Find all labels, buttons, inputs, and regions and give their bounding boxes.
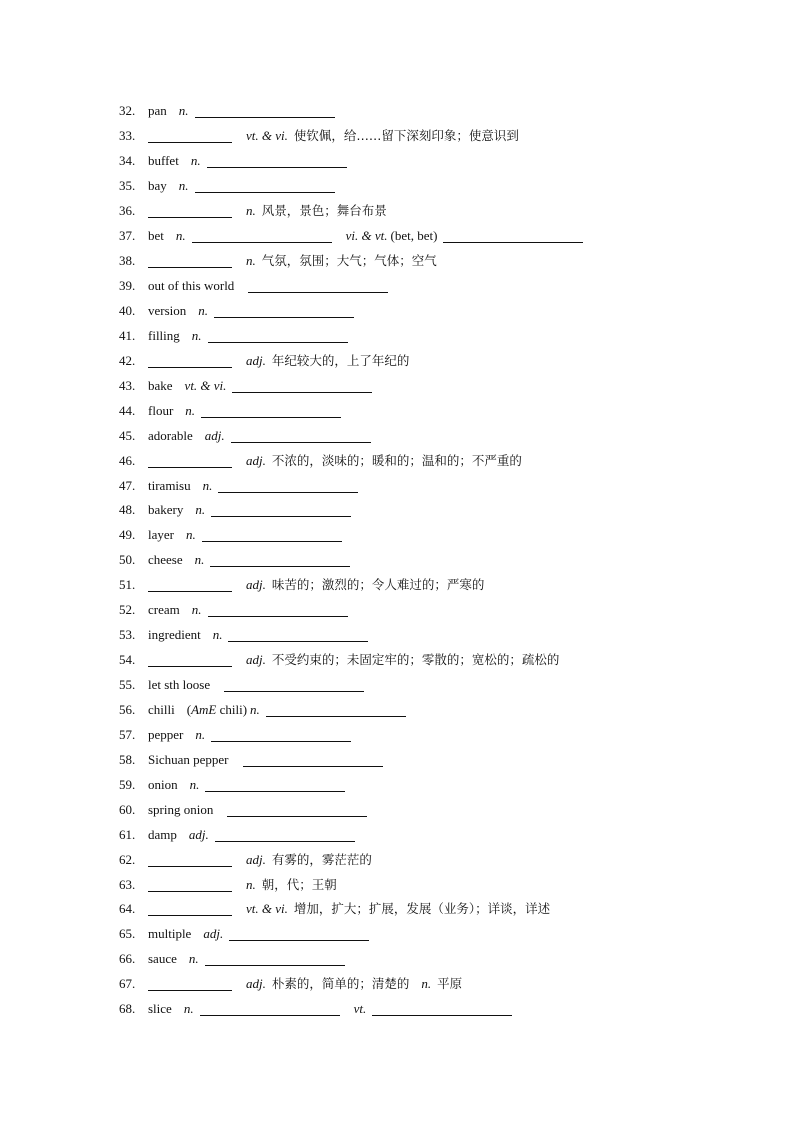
item-number: 59. [119, 776, 136, 792]
part-of-speech: adj. [246, 452, 266, 468]
part-of-speech-2: vi. & vt. [345, 228, 388, 244]
item-number: 55. [119, 677, 136, 693]
answer-blank[interactable] [208, 329, 348, 343]
part-of-speech: n. [185, 402, 196, 418]
english-term: bakery [148, 502, 184, 518]
english-term: damp [148, 826, 177, 842]
vocab-item [119, 797, 583, 822]
part-of-speech: n. [198, 302, 209, 318]
part-of-speech: n. [175, 228, 186, 244]
chinese-definition: 味苦的；激烈的；令人难过的；严寒的 [271, 577, 485, 593]
english-term: version [148, 302, 187, 318]
vocab-item [119, 523, 583, 548]
vocab-item [119, 598, 583, 623]
english-term: onion [148, 776, 178, 792]
vocab-item [119, 847, 583, 872]
part-of-speech: adj. [204, 427, 225, 443]
item-number: 37. [119, 228, 136, 244]
english-term: layer [148, 527, 174, 543]
vocab-item [119, 922, 583, 947]
item-number: 53. [119, 627, 136, 643]
answer-blank[interactable] [215, 828, 355, 842]
item-number: 44. [119, 402, 136, 418]
english-term: pan [148, 103, 167, 119]
vocab-item [119, 99, 583, 124]
english-term: tiramisu [148, 477, 191, 493]
vocab-item [119, 448, 583, 473]
part-of-speech: adj. [246, 577, 266, 593]
answer-blank[interactable] [214, 304, 354, 318]
item-number: 32. [119, 103, 136, 119]
item-number: 36. [119, 203, 136, 219]
vocab-item [119, 398, 583, 423]
item-number: 57. [119, 726, 136, 742]
item-number: 39. [119, 278, 136, 294]
item-number: 34. [119, 153, 136, 169]
part-of-speech: n. [212, 627, 223, 643]
item-number: 66. [119, 951, 136, 967]
part-of-speech: adj. [246, 851, 266, 867]
part-of-speech: vt. & vi. [246, 128, 288, 144]
answer-blank[interactable] [148, 578, 232, 592]
english-term: multiple [148, 926, 192, 942]
chinese-definition: 风景，景色；舞台布景 [261, 203, 387, 219]
english-term: ingredient [148, 627, 201, 643]
chinese-definition: 增加，扩大；扩展，发展（业务）；详谈，详述 [293, 901, 551, 917]
answer-blank-2[interactable] [443, 229, 583, 243]
english-term: pepper [148, 726, 184, 742]
chinese-definition: 朝，代；王朝 [261, 876, 337, 892]
vocab-item [119, 149, 583, 174]
english-term: filling [148, 327, 180, 343]
vocab-item [119, 722, 583, 747]
item-number: 46. [119, 452, 136, 468]
answer-blank[interactable] [228, 628, 368, 642]
answer-blank[interactable] [207, 154, 347, 168]
vocab-item [119, 299, 583, 324]
part-of-speech: adj. [203, 926, 224, 942]
item-number: 64. [119, 901, 136, 917]
vocab-item [119, 698, 583, 723]
variant-region: AmE [191, 701, 217, 717]
english-term: flour [148, 402, 174, 418]
answer-blank-2[interactable] [372, 1002, 512, 1016]
part-of-speech: n. [189, 776, 200, 792]
answer-blank[interactable] [148, 454, 232, 468]
part-of-speech: n. [246, 253, 256, 269]
answer-blank[interactable] [211, 503, 351, 517]
part-of-speech: adj. [188, 826, 209, 842]
vocab-item [119, 747, 583, 772]
answer-blank[interactable] [227, 803, 367, 817]
item-number: 62. [119, 851, 136, 867]
part-of-speech: n. [178, 103, 189, 119]
part-of-speech-2: n. [421, 976, 432, 992]
part-of-speech: adj. [246, 352, 266, 368]
english-term: cream [148, 602, 180, 618]
chinese-definition: 使钦佩，给……留下深刻印象；使意识到 [293, 128, 519, 144]
item-number: 65. [119, 926, 136, 942]
vocab-item [119, 373, 583, 398]
chinese-definition: 朴素的，简单的；清楚的 [271, 976, 410, 992]
answer-blank[interactable] [195, 104, 335, 118]
answer-blank[interactable] [205, 952, 345, 966]
item-number: 68. [119, 1001, 136, 1017]
answer-blank[interactable] [218, 479, 358, 493]
part-of-speech: n. [178, 178, 189, 194]
item-number: 49. [119, 527, 136, 543]
vocab-item [119, 348, 583, 373]
item-number: 60. [119, 801, 136, 817]
item-number: 52. [119, 602, 136, 618]
answer-blank[interactable] [211, 728, 351, 742]
vocab-item [119, 623, 583, 648]
item-number: 47. [119, 477, 136, 493]
answer-blank[interactable] [148, 902, 232, 916]
answer-blank[interactable] [148, 204, 232, 218]
item-number: 41. [119, 327, 136, 343]
answer-blank[interactable] [148, 129, 232, 143]
item-number: 51. [119, 577, 136, 593]
item-number: 63. [119, 876, 136, 892]
vocab-item [119, 573, 583, 598]
item-number: 43. [119, 377, 136, 393]
answer-blank[interactable] [205, 778, 345, 792]
chinese-definition: 有雾的，雾茫茫的 [271, 851, 372, 867]
answer-blank[interactable] [202, 528, 342, 542]
answer-blank[interactable] [148, 878, 232, 892]
part-of-speech: n. [185, 527, 196, 543]
part-of-speech: n. [191, 602, 202, 618]
answer-blank[interactable] [266, 703, 406, 717]
item-number: 38. [119, 253, 136, 269]
answer-blank[interactable] [210, 553, 350, 567]
english-term: bay [148, 178, 167, 194]
vocab-item [119, 897, 583, 922]
vocabulary-list [119, 99, 583, 1022]
item-number: 33. [119, 128, 136, 144]
answer-blank[interactable] [192, 229, 332, 243]
english-term: spring onion [148, 801, 214, 817]
answer-blank[interactable] [148, 354, 232, 368]
variant-spelling [187, 700, 247, 720]
english-term: buffet [148, 153, 179, 169]
answer-blank[interactable] [248, 279, 388, 293]
vocab-item [119, 822, 583, 847]
vocab-item [119, 947, 583, 972]
english-term: out of this world [148, 278, 235, 294]
part-of-speech: n. [195, 502, 206, 518]
answer-blank[interactable] [148, 254, 232, 268]
answer-blank[interactable] [148, 653, 232, 667]
answer-blank[interactable] [231, 429, 371, 443]
english-term: chilli [148, 701, 175, 717]
vocab-item [119, 673, 583, 698]
item-number: 50. [119, 552, 136, 568]
part-of-speech: adj. [246, 652, 266, 668]
item-number: 48. [119, 502, 136, 518]
part-of-speech: n. [250, 701, 260, 717]
answer-blank[interactable] [200, 1002, 340, 1016]
vocab-item [119, 274, 583, 299]
variant-word: chili) [216, 701, 248, 717]
item-number: 35. [119, 178, 136, 194]
chinese-definition: 年纪较大的，上了年纪的 [271, 352, 410, 368]
item-number: 45. [119, 427, 136, 443]
answer-blank[interactable] [148, 977, 232, 991]
chinese-definition: 不受约束的；未固定牢的；零散的；宽松的；疏松的 [271, 652, 560, 668]
vocab-item [119, 224, 583, 249]
english-term: slice [148, 1001, 172, 1017]
english-term: Sichuan pepper [148, 751, 229, 767]
item-number: 40. [119, 302, 136, 318]
item-number: 54. [119, 652, 136, 668]
answer-blank[interactable] [224, 678, 364, 692]
item-number: 67. [119, 976, 136, 992]
part-of-speech: n. [183, 1001, 194, 1017]
english-term: bake [148, 377, 173, 393]
answer-blank[interactable] [195, 179, 335, 193]
english-term: cheese [148, 552, 183, 568]
vocab-item [119, 772, 583, 797]
english-term: let sth loose [148, 677, 211, 693]
vocab-item [119, 199, 583, 224]
part-of-speech-2: vt. [353, 1001, 367, 1017]
vocab-item [119, 997, 583, 1022]
answer-blank[interactable] [201, 404, 341, 418]
part-of-speech: n. [202, 477, 213, 493]
vocab-item [119, 648, 583, 673]
part-of-speech: adj. [246, 976, 266, 992]
part-of-speech: vt. & vi. [184, 377, 227, 393]
vocab-item [119, 249, 583, 274]
english-term: sauce [148, 951, 177, 967]
part-of-speech: n. [190, 153, 201, 169]
vocab-item [119, 972, 583, 997]
answer-blank[interactable] [229, 927, 369, 941]
vocab-item [119, 548, 583, 573]
chinese-definition-2: 平原 [437, 976, 463, 992]
item-number: 58. [119, 751, 136, 767]
answer-blank[interactable] [208, 603, 348, 617]
part-of-speech: n. [195, 726, 206, 742]
vocab-item [119, 473, 583, 498]
english-term: bet [148, 228, 164, 244]
part-of-speech: n. [246, 203, 256, 219]
part-of-speech: n. [191, 327, 202, 343]
vocab-item [119, 124, 583, 149]
vocab-item [119, 174, 583, 199]
part-of-speech: vt. & vi. [246, 901, 288, 917]
part-of-speech: n. [194, 552, 205, 568]
chinese-definition: 气氛，氛围；大气；气体；空气 [261, 253, 437, 269]
paren-open: ( [186, 701, 192, 717]
verb-forms: (bet, bet) [390, 228, 438, 244]
answer-blank[interactable] [148, 853, 232, 867]
chinese-definition: 不浓的，淡味的；暖和的；温和的；不严重的 [271, 452, 522, 468]
answer-blank[interactable] [232, 379, 372, 393]
item-number: 56. [119, 701, 136, 717]
item-number: 61. [119, 826, 136, 842]
vocab-item [119, 323, 583, 348]
answer-blank[interactable] [243, 753, 383, 767]
english-term: adorable [148, 427, 193, 443]
vocab-item [119, 872, 583, 897]
item-number: 42. [119, 352, 136, 368]
vocab-item [119, 423, 583, 448]
vocab-item [119, 498, 583, 523]
part-of-speech: n. [246, 876, 256, 892]
part-of-speech: n. [188, 951, 199, 967]
